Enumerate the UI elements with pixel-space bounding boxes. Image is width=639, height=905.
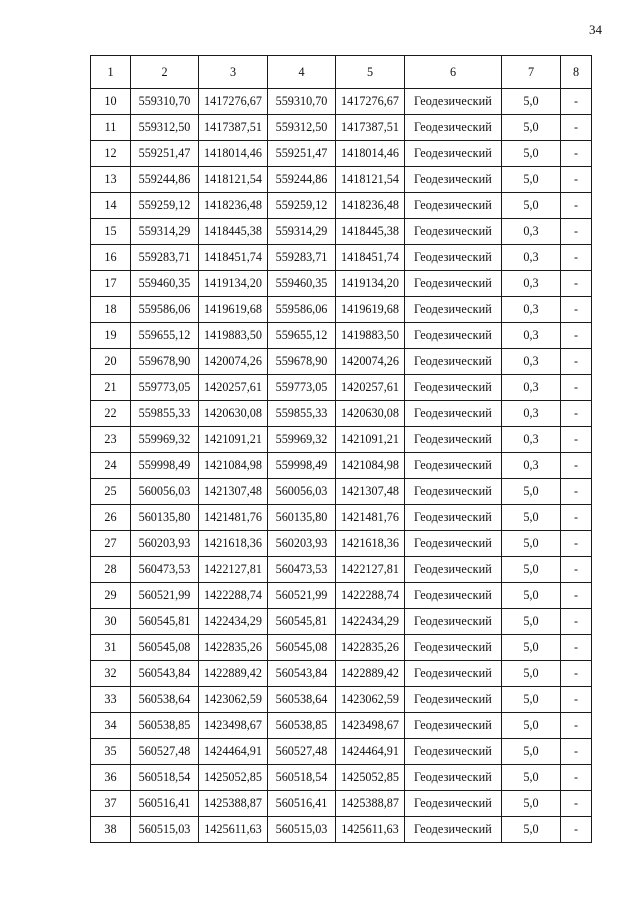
table-cell-col-3: 1418445,38: [199, 219, 268, 245]
table-cell-col-4: 560545,81: [268, 609, 336, 635]
table-cell-col-4: 559586,06: [268, 297, 336, 323]
table-cell-col-2: 559312,50: [131, 115, 199, 141]
table-cell-col-8: -: [561, 297, 592, 323]
table-cell-col-5: 1422288,74: [336, 583, 405, 609]
table-cell-col-2: 559586,06: [131, 297, 199, 323]
table-cell-col-6: Геодезический: [405, 193, 502, 219]
table-cell-col-1: 12: [91, 141, 131, 167]
table-cell-col-4: 559259,12: [268, 193, 336, 219]
table-cell-col-5: 1418121,54: [336, 167, 405, 193]
table-cell-col-7: 5,0: [502, 479, 561, 505]
table-cell-col-1: 21: [91, 375, 131, 401]
table-cell-col-7: 0,3: [502, 453, 561, 479]
table-cell-col-1: 28: [91, 557, 131, 583]
column-header-3: 3: [199, 56, 268, 89]
table-row: [91, 739, 592, 765]
table-cell-col-6: Геодезический: [405, 817, 502, 843]
table-cell-col-7: 5,0: [502, 817, 561, 843]
table-cell-col-2: 560516,41: [131, 791, 199, 817]
table-cell-col-2: 559855,33: [131, 401, 199, 427]
table-cell-col-5: 1421307,48: [336, 479, 405, 505]
table-cell-col-1: 22: [91, 401, 131, 427]
table-cell-col-1: 38: [91, 817, 131, 843]
table-cell-col-3: 1423062,59: [199, 687, 268, 713]
table-row: [91, 141, 592, 167]
table-cell-col-7: 5,0: [502, 141, 561, 167]
table-cell-col-5: 1417387,51: [336, 115, 405, 141]
table-cell-col-4: 559773,05: [268, 375, 336, 401]
table-cell-col-5: 1424464,91: [336, 739, 405, 765]
table-row: [91, 531, 592, 557]
coordinates-table: [90, 55, 592, 843]
table-cell-col-7: 5,0: [502, 505, 561, 531]
table-cell-col-4: 559244,86: [268, 167, 336, 193]
table-cell-col-8: -: [561, 427, 592, 453]
table-cell-col-7: 0,3: [502, 219, 561, 245]
table-cell-col-5: 1421618,36: [336, 531, 405, 557]
table-cell-col-4: 560538,85: [268, 713, 336, 739]
table-cell-col-2: 559460,35: [131, 271, 199, 297]
table-cell-col-1: 25: [91, 479, 131, 505]
table-cell-col-7: 0,3: [502, 349, 561, 375]
table-cell-col-1: 33: [91, 687, 131, 713]
table-row: [91, 89, 592, 115]
table-cell-col-3: 1418236,48: [199, 193, 268, 219]
table-cell-col-8: -: [561, 687, 592, 713]
table-cell-col-2: 560473,53: [131, 557, 199, 583]
table-cell-col-2: 560056,03: [131, 479, 199, 505]
table-cell-col-5: 1418445,38: [336, 219, 405, 245]
table-cell-col-4: 560516,41: [268, 791, 336, 817]
table-cell-col-1: 10: [91, 89, 131, 115]
table-cell-col-8: -: [561, 245, 592, 271]
table-cell-col-8: -: [561, 401, 592, 427]
table-cell-col-4: 560203,93: [268, 531, 336, 557]
table-cell-col-4: 560518,54: [268, 765, 336, 791]
column-header-5: 5: [336, 56, 405, 89]
table-cell-col-8: -: [561, 349, 592, 375]
table-cell-col-2: 559244,86: [131, 167, 199, 193]
table-cell-col-3: 1422835,26: [199, 635, 268, 661]
table-cell-col-7: 5,0: [502, 713, 561, 739]
table-cell-col-7: 5,0: [502, 531, 561, 557]
table-cell-col-8: -: [561, 89, 592, 115]
table-row: [91, 583, 592, 609]
table-cell-col-8: -: [561, 453, 592, 479]
table-cell-col-3: 1418121,54: [199, 167, 268, 193]
table-cell-col-7: 0,3: [502, 271, 561, 297]
table-cell-col-3: 1419134,20: [199, 271, 268, 297]
table-cell-col-1: 34: [91, 713, 131, 739]
table-cell-col-8: -: [561, 375, 592, 401]
table-cell-col-3: 1422127,81: [199, 557, 268, 583]
table-cell-col-6: Геодезический: [405, 583, 502, 609]
table-cell-col-2: 560538,85: [131, 713, 199, 739]
table-cell-col-1: 20: [91, 349, 131, 375]
table-cell-col-1: 30: [91, 609, 131, 635]
column-header-1: 1: [91, 56, 131, 89]
table-cell-col-6: Геодезический: [405, 245, 502, 271]
table-cell-col-6: Геодезический: [405, 531, 502, 557]
table-cell-col-8: -: [561, 635, 592, 661]
table-cell-col-6: Геодезический: [405, 115, 502, 141]
table-row: [91, 453, 592, 479]
table-cell-col-8: -: [561, 479, 592, 505]
table-cell-col-6: Геодезический: [405, 375, 502, 401]
table-cell-col-1: 19: [91, 323, 131, 349]
table-cell-col-2: 559969,32: [131, 427, 199, 453]
table-cell-col-1: 11: [91, 115, 131, 141]
column-header-2: 2: [131, 56, 199, 89]
table-cell-col-8: -: [561, 765, 592, 791]
table-cell-col-6: Геодезический: [405, 739, 502, 765]
table-cell-col-8: -: [561, 323, 592, 349]
table-cell-col-4: 559998,49: [268, 453, 336, 479]
table-cell-col-7: 0,3: [502, 401, 561, 427]
table-header: [91, 56, 592, 89]
table-cell-col-6: Геодезический: [405, 401, 502, 427]
table-cell-col-6: Геодезический: [405, 219, 502, 245]
table-cell-col-5: 1425611,63: [336, 817, 405, 843]
table-cell-col-5: 1417276,67: [336, 89, 405, 115]
table-cell-col-3: 1419619,68: [199, 297, 268, 323]
table-cell-col-7: 5,0: [502, 739, 561, 765]
table-cell-col-2: 560135,80: [131, 505, 199, 531]
table-cell-col-4: 560527,48: [268, 739, 336, 765]
table-cell-col-3: 1424464,91: [199, 739, 268, 765]
table-cell-col-8: -: [561, 583, 592, 609]
table-cell-col-4: 559312,50: [268, 115, 336, 141]
table-cell-col-4: 560473,53: [268, 557, 336, 583]
table-row: [91, 817, 592, 843]
table-cell-col-3: 1418014,46: [199, 141, 268, 167]
table-cell-col-1: 26: [91, 505, 131, 531]
table-cell-col-1: 27: [91, 531, 131, 557]
table-cell-col-2: 559678,90: [131, 349, 199, 375]
table-cell-col-7: 5,0: [502, 791, 561, 817]
table-cell-col-7: 5,0: [502, 193, 561, 219]
table-row: [91, 427, 592, 453]
table-cell-col-6: Геодезический: [405, 89, 502, 115]
table-cell-col-6: Геодезический: [405, 661, 502, 687]
table-cell-col-2: 560545,81: [131, 609, 199, 635]
table-cell-col-4: 559655,12: [268, 323, 336, 349]
table-cell-col-4: 559310,70: [268, 89, 336, 115]
table-cell-col-6: Геодезический: [405, 687, 502, 713]
table-cell-col-8: -: [561, 817, 592, 843]
column-header-4: 4: [268, 56, 336, 89]
table-cell-col-2: 560543,84: [131, 661, 199, 687]
table-cell-col-5: 1422889,42: [336, 661, 405, 687]
table-cell-col-5: 1422127,81: [336, 557, 405, 583]
table-cell-col-7: 5,0: [502, 583, 561, 609]
table-cell-col-6: Геодезический: [405, 557, 502, 583]
table-cell-col-3: 1420630,08: [199, 401, 268, 427]
table-cell-col-7: 0,3: [502, 427, 561, 453]
table-cell-col-3: 1419883,50: [199, 323, 268, 349]
table-cell-col-6: Геодезический: [405, 427, 502, 453]
table-cell-col-4: 559251,47: [268, 141, 336, 167]
table-cell-col-3: 1422288,74: [199, 583, 268, 609]
table-cell-col-8: -: [561, 661, 592, 687]
table-cell-col-8: -: [561, 739, 592, 765]
table-cell-col-1: 35: [91, 739, 131, 765]
table-cell-col-8: -: [561, 531, 592, 557]
column-header-8: 8: [561, 56, 592, 89]
table-cell-col-7: 5,0: [502, 167, 561, 193]
table-cell-col-3: 1417276,67: [199, 89, 268, 115]
table-cell-col-5: 1418236,48: [336, 193, 405, 219]
table-cell-col-3: 1422889,42: [199, 661, 268, 687]
table-cell-col-7: 0,3: [502, 323, 561, 349]
table-cell-col-5: 1419883,50: [336, 323, 405, 349]
table-cell-col-1: 37: [91, 791, 131, 817]
table-cell-col-3: 1421307,48: [199, 479, 268, 505]
table-row: [91, 271, 592, 297]
table-row: [91, 557, 592, 583]
table-cell-col-1: 15: [91, 219, 131, 245]
table-cell-col-6: Геодезический: [405, 271, 502, 297]
table-row: [91, 401, 592, 427]
table-cell-col-5: 1420257,61: [336, 375, 405, 401]
table-cell-col-6: Геодезический: [405, 479, 502, 505]
header-row: [91, 56, 592, 89]
table-cell-col-7: 5,0: [502, 661, 561, 687]
table-cell-col-1: 31: [91, 635, 131, 661]
table-cell-col-3: 1421084,98: [199, 453, 268, 479]
table-cell-col-3: 1423498,67: [199, 713, 268, 739]
table-row: [91, 349, 592, 375]
table-cell-col-6: Геодезический: [405, 791, 502, 817]
table-cell-col-1: 29: [91, 583, 131, 609]
table-cell-col-3: 1425388,87: [199, 791, 268, 817]
table-cell-col-2: 559998,49: [131, 453, 199, 479]
table-cell-col-1: 18: [91, 297, 131, 323]
table-cell-col-7: 0,3: [502, 375, 561, 401]
table-row: [91, 791, 592, 817]
table-cell-col-5: 1420074,26: [336, 349, 405, 375]
table-cell-col-6: Геодезический: [405, 713, 502, 739]
table-cell-col-2: 559310,70: [131, 89, 199, 115]
table-cell-col-6: Геодезический: [405, 635, 502, 661]
table-cell-col-4: 560056,03: [268, 479, 336, 505]
table-cell-col-2: 559655,12: [131, 323, 199, 349]
table-cell-col-2: 560515,03: [131, 817, 199, 843]
table-cell-col-5: 1423062,59: [336, 687, 405, 713]
column-header-7: 7: [502, 56, 561, 89]
table-cell-col-3: 1421091,21: [199, 427, 268, 453]
table-cell-col-8: -: [561, 193, 592, 219]
table-cell-col-8: -: [561, 505, 592, 531]
table-cell-col-7: 0,3: [502, 297, 561, 323]
table-row: [91, 765, 592, 791]
table-cell-col-2: 560203,93: [131, 531, 199, 557]
table-cell-col-5: 1423498,67: [336, 713, 405, 739]
table-cell-col-1: 23: [91, 427, 131, 453]
table-cell-col-6: Геодезический: [405, 505, 502, 531]
table-cell-col-4: 560515,03: [268, 817, 336, 843]
table-cell-col-2: 559259,12: [131, 193, 199, 219]
column-header-6: 6: [405, 56, 502, 89]
table-cell-col-3: 1421481,76: [199, 505, 268, 531]
table-cell-col-2: 560527,48: [131, 739, 199, 765]
table-cell-col-4: 560521,99: [268, 583, 336, 609]
table-cell-col-8: -: [561, 167, 592, 193]
table-cell-col-1: 32: [91, 661, 131, 687]
table-cell-col-8: -: [561, 713, 592, 739]
table-cell-col-8: -: [561, 219, 592, 245]
table-cell-col-4: 559969,32: [268, 427, 336, 453]
table-cell-col-2: 560545,08: [131, 635, 199, 661]
table-cell-col-4: 559855,33: [268, 401, 336, 427]
table-row: [91, 323, 592, 349]
table-cell-col-6: Геодезический: [405, 323, 502, 349]
table-row: [91, 661, 592, 687]
table-row: [91, 375, 592, 401]
table-cell-col-2: 560538,64: [131, 687, 199, 713]
table-cell-col-8: -: [561, 609, 592, 635]
table-cell-col-5: 1419134,20: [336, 271, 405, 297]
table-cell-col-5: 1420630,08: [336, 401, 405, 427]
table-cell-col-8: -: [561, 791, 592, 817]
table-cell-col-1: 17: [91, 271, 131, 297]
table-cell-col-8: -: [561, 115, 592, 141]
table-cell-col-7: 5,0: [502, 687, 561, 713]
table-cell-col-1: 16: [91, 245, 131, 271]
table-cell-col-5: 1421091,21: [336, 427, 405, 453]
table-cell-col-3: 1425052,85: [199, 765, 268, 791]
table-cell-col-6: Геодезический: [405, 167, 502, 193]
table-cell-col-1: 13: [91, 167, 131, 193]
table-cell-col-3: 1425611,63: [199, 817, 268, 843]
table-cell-col-6: Геодезический: [405, 297, 502, 323]
table-cell-col-3: 1422434,29: [199, 609, 268, 635]
table-cell-col-7: 5,0: [502, 89, 561, 115]
coordinates-table-container: [90, 55, 591, 843]
table-cell-col-8: -: [561, 141, 592, 167]
table-row: [91, 635, 592, 661]
table-row: [91, 297, 592, 323]
table-cell-col-1: 36: [91, 765, 131, 791]
table-cell-col-8: -: [561, 557, 592, 583]
table-cell-col-8: -: [561, 271, 592, 297]
table-cell-col-3: 1421618,36: [199, 531, 268, 557]
table-cell-col-2: 559773,05: [131, 375, 199, 401]
table-row: [91, 219, 592, 245]
table-row: [91, 687, 592, 713]
table-cell-col-7: 5,0: [502, 765, 561, 791]
table-cell-col-3: 1420074,26: [199, 349, 268, 375]
table-cell-col-4: 559678,90: [268, 349, 336, 375]
table-row: [91, 479, 592, 505]
table-cell-col-4: 559283,71: [268, 245, 336, 271]
table-cell-col-5: 1421481,76: [336, 505, 405, 531]
table-cell-col-5: 1418451,74: [336, 245, 405, 271]
table-cell-col-4: 560545,08: [268, 635, 336, 661]
table-row: [91, 713, 592, 739]
table-cell-col-7: 5,0: [502, 635, 561, 661]
table-cell-col-7: 5,0: [502, 115, 561, 141]
table-row: [91, 115, 592, 141]
table-cell-col-3: 1418451,74: [199, 245, 268, 271]
table-cell-col-5: 1425388,87: [336, 791, 405, 817]
table-cell-col-5: 1419619,68: [336, 297, 405, 323]
table-cell-col-6: Геодезический: [405, 609, 502, 635]
table-cell-col-3: 1420257,61: [199, 375, 268, 401]
table-row: [91, 245, 592, 271]
table-cell-col-4: 560135,80: [268, 505, 336, 531]
table-cell-col-4: 559314,29: [268, 219, 336, 245]
table-row: [91, 609, 592, 635]
table-cell-col-2: 559283,71: [131, 245, 199, 271]
table-row: [91, 167, 592, 193]
table-cell-col-1: 24: [91, 453, 131, 479]
table-cell-col-7: 5,0: [502, 609, 561, 635]
page-number: 34: [589, 22, 602, 37]
table-cell-col-6: Геодезический: [405, 453, 502, 479]
table-row: [91, 193, 592, 219]
table-cell-col-4: 560538,64: [268, 687, 336, 713]
table-cell-col-2: 560521,99: [131, 583, 199, 609]
table-cell-col-6: Геодезический: [405, 765, 502, 791]
table-cell-col-2: 560518,54: [131, 765, 199, 791]
table-cell-col-1: 14: [91, 193, 131, 219]
table-cell-col-5: 1422835,26: [336, 635, 405, 661]
table-cell-col-6: Геодезический: [405, 349, 502, 375]
table-cell-col-7: 5,0: [502, 557, 561, 583]
table-body: [91, 89, 592, 843]
table-cell-col-3: 1417387,51: [199, 115, 268, 141]
table-cell-col-5: 1418014,46: [336, 141, 405, 167]
table-cell-col-5: 1425052,85: [336, 765, 405, 791]
table-cell-col-6: Геодезический: [405, 141, 502, 167]
table-cell-col-5: 1422434,29: [336, 609, 405, 635]
table-cell-col-5: 1421084,98: [336, 453, 405, 479]
table-row: [91, 505, 592, 531]
table-cell-col-4: 559460,35: [268, 271, 336, 297]
table-cell-col-7: 0,3: [502, 245, 561, 271]
table-cell-col-2: 559251,47: [131, 141, 199, 167]
table-cell-col-2: 559314,29: [131, 219, 199, 245]
table-cell-col-4: 560543,84: [268, 661, 336, 687]
